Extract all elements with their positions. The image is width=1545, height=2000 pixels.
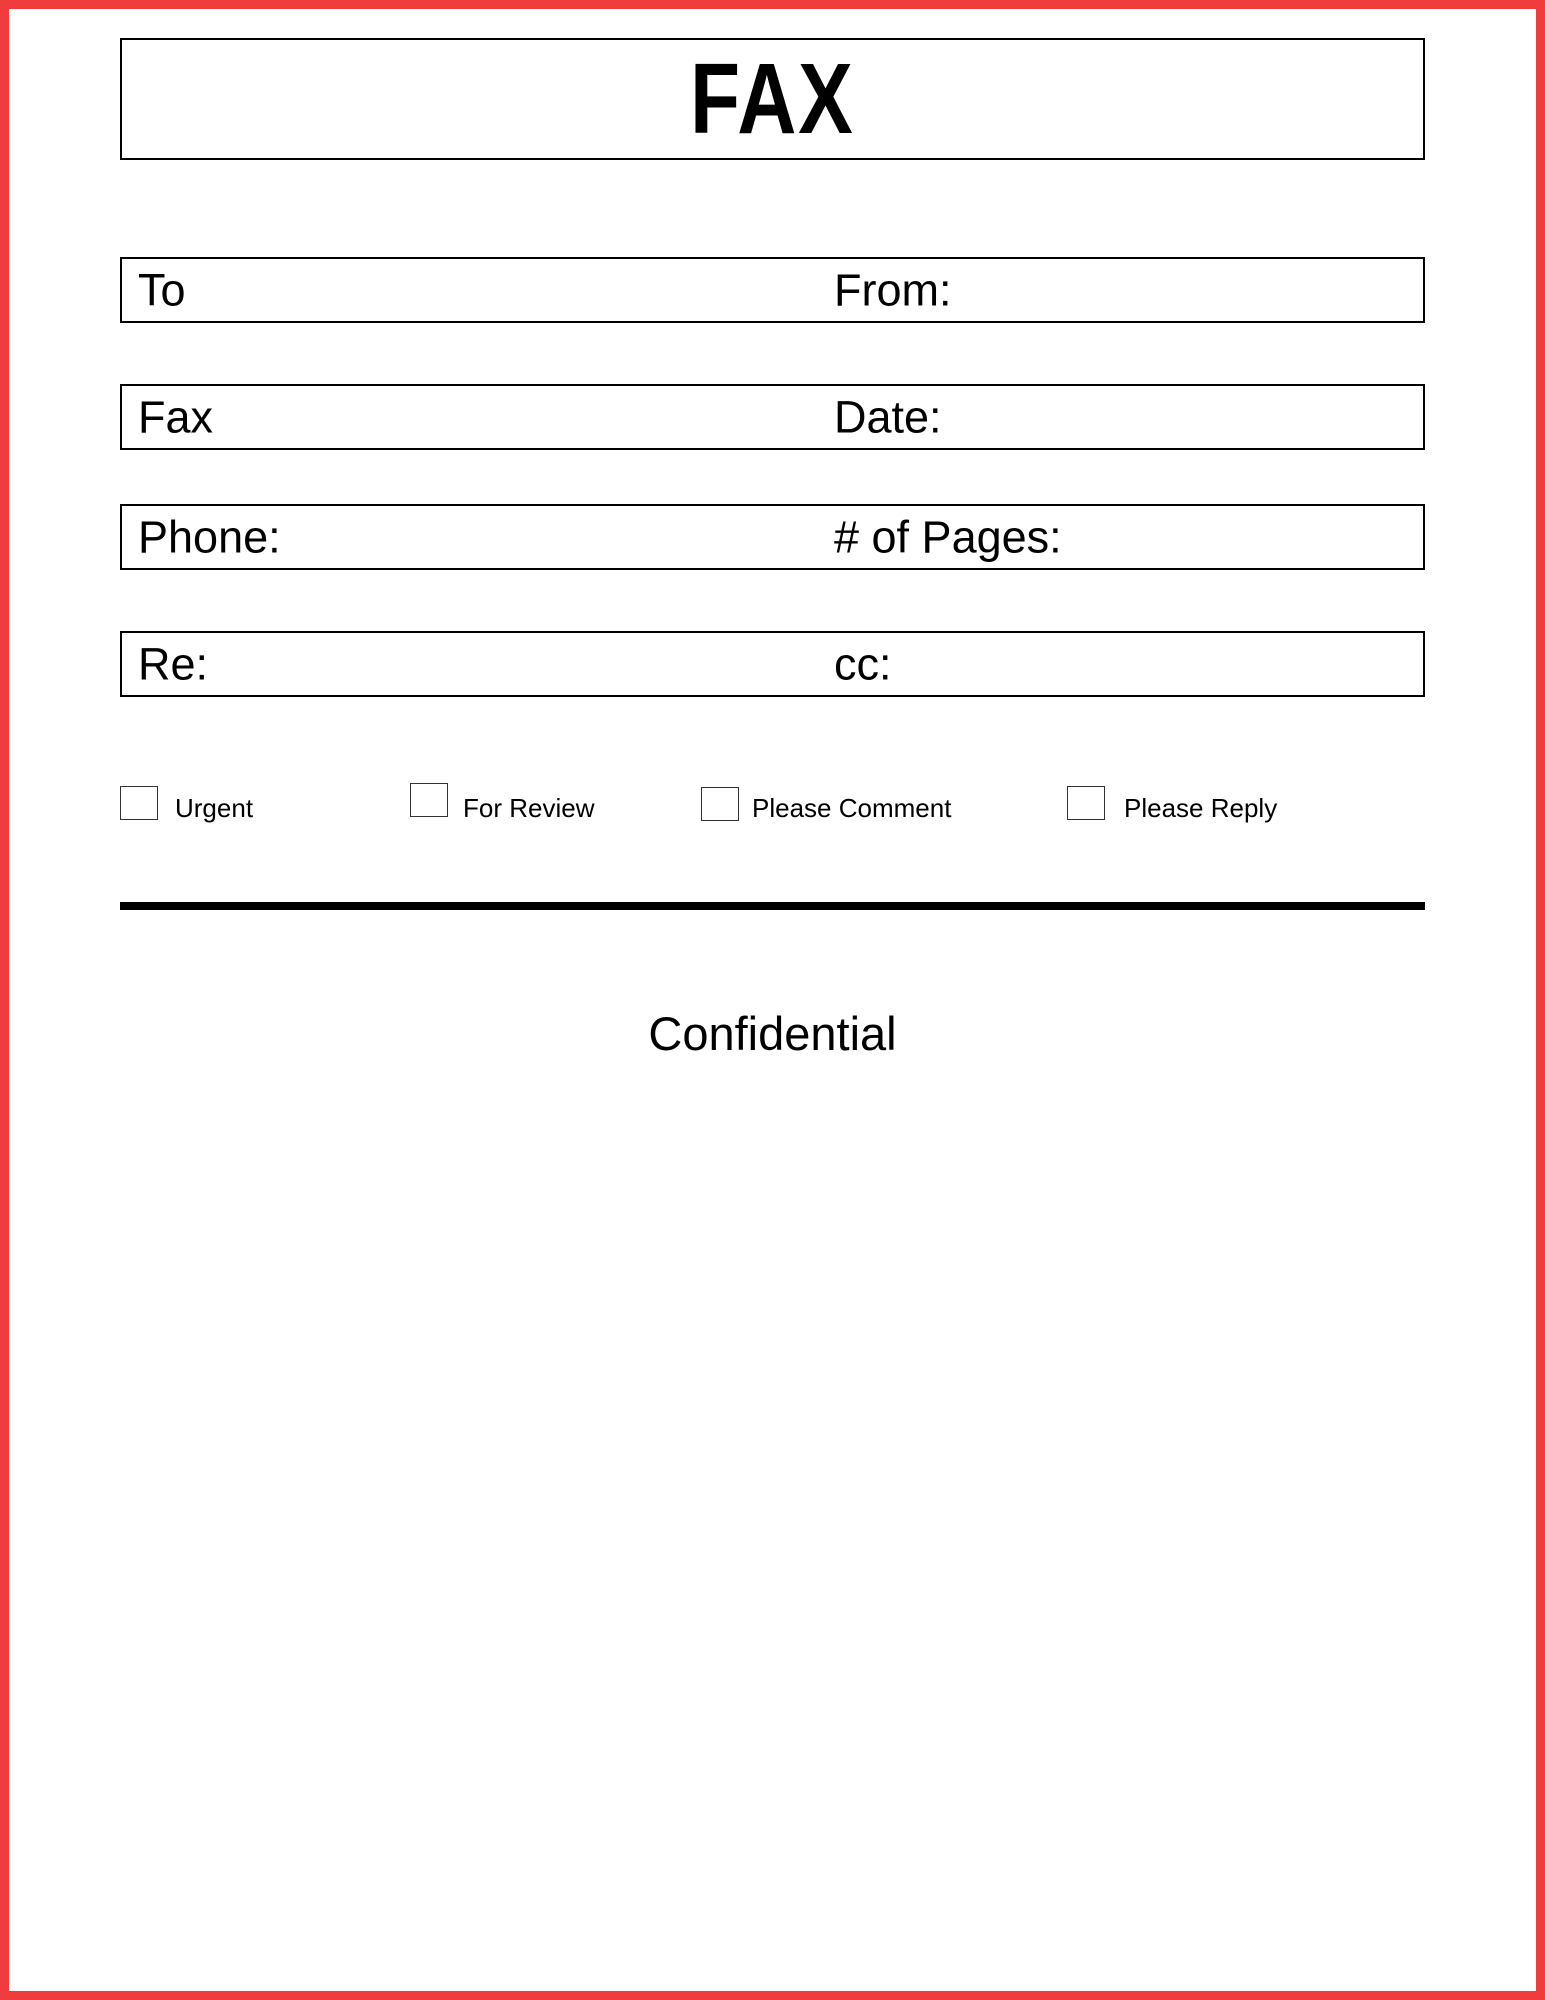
date-label: Date: — [834, 391, 942, 443]
fax-title: FAX — [690, 43, 855, 155]
for-review-label: For Review — [463, 793, 595, 823]
section-divider — [120, 902, 1425, 910]
pages-label: # of Pages: — [834, 511, 1062, 563]
please-reply-checkbox[interactable] — [1067, 786, 1105, 820]
field-row-to-from[interactable] — [120, 257, 1425, 323]
from-label: From: — [834, 264, 952, 316]
field-row-fax-date[interactable] — [120, 384, 1425, 450]
confidential-text: Confidential — [648, 1007, 897, 1060]
phone-label: Phone: — [138, 511, 281, 563]
please-comment-label: Please Comment — [752, 793, 952, 823]
please-comment-checkbox[interactable] — [701, 787, 739, 821]
please-reply-label: Please Reply — [1124, 793, 1278, 823]
field-row-re-cc[interactable] — [120, 631, 1425, 697]
urgent-checkbox[interactable] — [120, 786, 158, 820]
urgent-label: Urgent — [175, 793, 254, 823]
for-review-checkbox[interactable] — [410, 783, 448, 817]
fax-label: Fax — [138, 391, 214, 443]
cc-label: cc: — [834, 638, 892, 690]
field-row-phone-pages[interactable] — [120, 504, 1425, 570]
fax-title-box — [120, 38, 1425, 160]
re-label: Re: — [138, 638, 209, 690]
to-label: To — [138, 264, 186, 316]
